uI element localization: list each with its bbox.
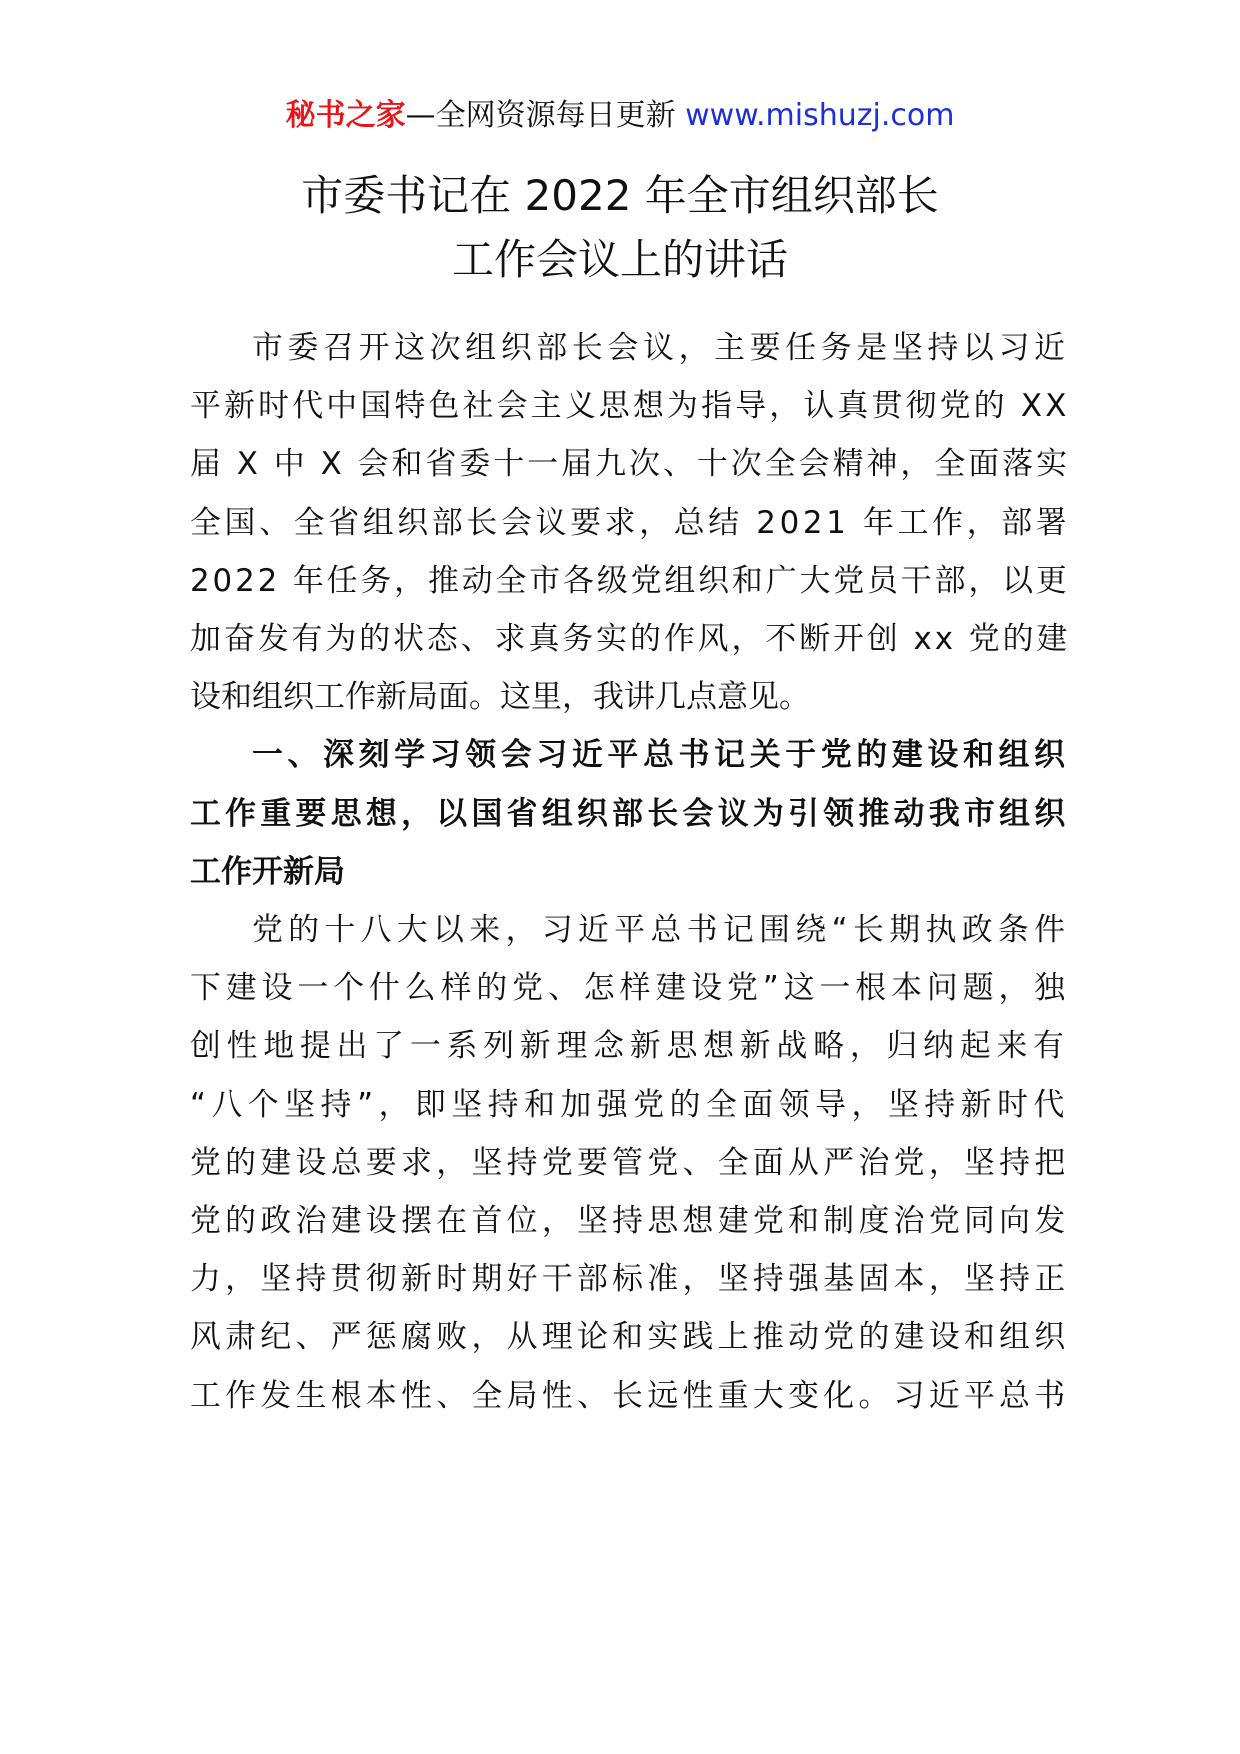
body-text-line: 加奋发有为的状态、求真务实的作风，不断开创 xx 党的建 [190, 621, 1071, 657]
document-title-line-2: 工作会议上的讲话 [451, 235, 788, 284]
document-title-line-1: 市委书记在 2022 年全市组织部长 [301, 171, 939, 220]
site-url-link[interactable]: www.mishuzj.com [685, 98, 955, 133]
body-text-line: 设和组织工作新局面。这里，我讲几点意见。 [190, 679, 810, 716]
body-text-line: 平新时代中国特色社会主义思想为指导，认真贯彻党的 XX [190, 388, 1070, 425]
body-text-line: 2022 年任务，推动全市各级党组织和广大党员干部，以更 [190, 562, 1070, 599]
body-text-line: 党的政治建设摆在首位，坚持思想建党和制度治党同向发 [190, 1203, 1070, 1239]
body-text-line: 市委召开这次组织部长会议，主要任务是坚持以习近 [252, 330, 1070, 366]
section-heading-line: 工作开新局 [190, 853, 345, 890]
body-text-line: 力，坚持贯彻新时期好干部标准，坚持强基固本，坚持正 [190, 1261, 1070, 1298]
site-brand: 秘书之家 [285, 98, 406, 133]
body-text-line: 工作发生根本性、全局性、长远性重大变化。习近平总书 [190, 1377, 1070, 1414]
body-text-line: 全国、全省组织部长会议要求，总结 2021 年工作，部署 [190, 504, 1071, 541]
body-text-line: 党的建设总要求，坚持党要管党、全面从严治党，坚持把 [190, 1144, 1070, 1181]
site-header [0, 96, 1240, 136]
body-text-line: 风肃纪、严惩腐败，从理论和实践上推动党的建设和组织 [190, 1319, 1070, 1356]
body-text-line: 届 X 中 X 会和省委十一届九次、十次全会精神，全面落实 [190, 446, 1071, 483]
body-text-line: 下建设一个什么样的党、怎样建设党”这一根本问题，独 [190, 970, 1071, 1007]
body-text-line: 创性地提出了一系列新理念新思想新战略，归纳起来有 [190, 1028, 1070, 1065]
body-text-line: 党的十八大以来，习近平总书记围绕“长期执政条件 [252, 912, 1071, 948]
section-heading-line: 工作重要思想，以国省组织部长会议为引领推动我市组织 [190, 795, 1070, 832]
section-heading-line: 一、深刻学习领会习近平总书记关于党的建设和组织 [252, 737, 1070, 774]
site-tagline: —全网资源每日更新 [405, 98, 676, 133]
body-text-line: “八个坚持”，即坚持和加强党的全面领导，坚持新时代 [190, 1086, 1070, 1123]
